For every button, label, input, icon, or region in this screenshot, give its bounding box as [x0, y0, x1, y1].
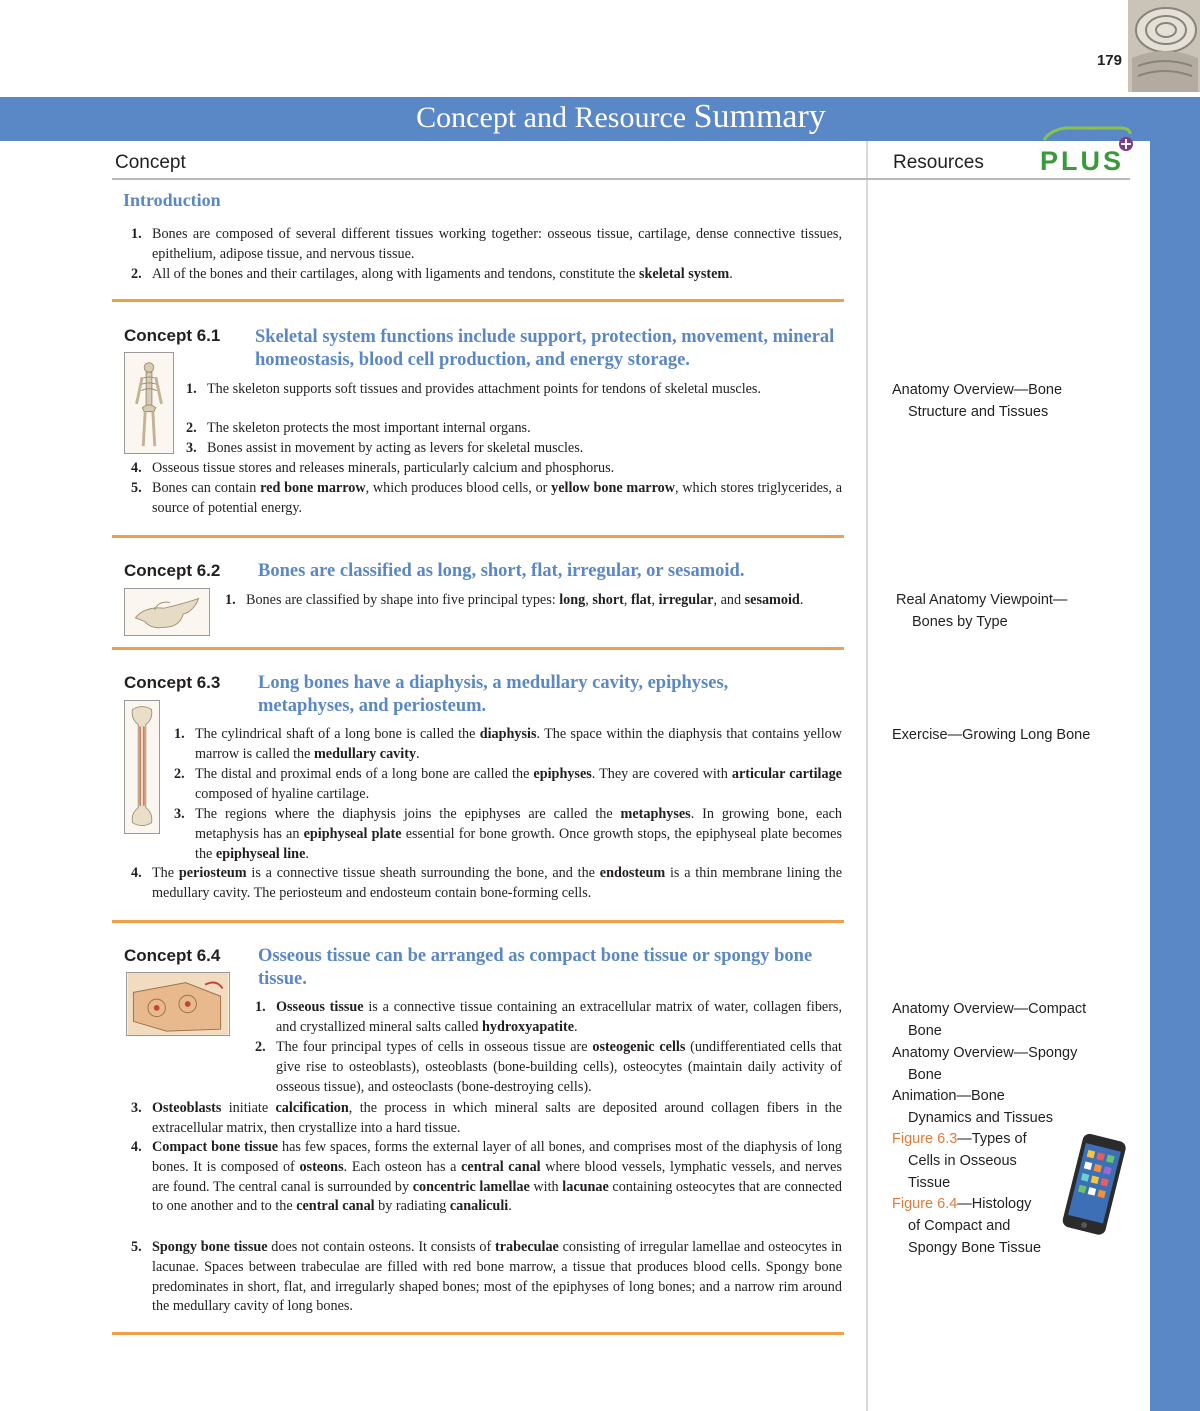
smartphone-icon	[1058, 1130, 1128, 1240]
right-margin-bar	[1150, 141, 1200, 1411]
resource-text: Bones by Type	[912, 614, 1008, 630]
item-text: .	[729, 266, 733, 282]
item-text: The	[152, 865, 179, 881]
item-text: (undifferentiated cells that give rise to osteoblasts), osteoblasts (bone-building cells), osteocytes (maintain daily activity of osseous tissue), and osteoclasts (bone-destroying cells).	[276, 1039, 842, 1095]
concept-6-1-title: Skeletal system functions include support, protection, movement, mineral homeostasis, blood cell production, and energy storage.	[255, 327, 835, 370]
item-text: The four principal types of cells in osseous tissue are	[276, 1039, 593, 1055]
item-number: 1.	[186, 381, 197, 397]
concept-6-1-item-1	[186, 380, 842, 400]
bold-term: lacunae	[562, 1178, 609, 1195]
item-number: 3.	[174, 806, 185, 822]
bold-term: trabeculae	[495, 1239, 559, 1255]
introduction-heading: Introduction	[123, 190, 221, 210]
item-text: , the process in which mineral salts are deposited around collagen fibers in the extracellular matrix, then crystallize into a hard tissue.	[152, 1100, 842, 1136]
concept-6-4-item-4	[131, 1138, 843, 1217]
resource-text: Animation—Bone	[892, 1088, 1005, 1104]
item-text: Bones are classified by shape into five principal types:	[246, 592, 560, 608]
bold-term: calcification	[275, 1100, 349, 1116]
resource-text: Cells in Osseous	[908, 1153, 1017, 1169]
bold-term: endosteum	[599, 865, 666, 881]
item-text: The distal and proximal ends of a long bone are called the	[195, 766, 534, 782]
bold-term: hydroxyapatite	[482, 1018, 574, 1035]
bold-term: concentric lamellae	[412, 1178, 530, 1195]
resource-text: Bone	[908, 1067, 942, 1083]
page-title	[0, 98, 1200, 136]
item-text: The cylindrical shaft of a long bone is called the	[195, 726, 480, 742]
figure-link[interactable]: Figure 6.3	[892, 1131, 958, 1147]
page-title-part1: Concept and Resource	[416, 101, 687, 134]
concept-6-1-label: Concept 6.1	[124, 326, 221, 345]
item-number: 2.	[255, 1039, 266, 1055]
item-text: . In growing bone, each metaphysis has an	[195, 806, 843, 842]
bold-term: short	[592, 592, 624, 608]
item-text: essential for bone growth. Once growth stops, the epiphyseal plate becomes the	[195, 825, 842, 862]
resource-link-growing-long-bone[interactable]	[892, 724, 1090, 746]
bold-term: metaphyses	[620, 806, 691, 822]
item-text: Bones are composed of several different tissues working together: osseous tissue, cartilage, dense connective tissues, epithelium, adipose tissue, and nervous tissue.	[152, 226, 842, 262]
resource-text: of Compact and	[908, 1218, 1011, 1234]
bold-term: red bone marrow	[260, 480, 366, 496]
item-text: where blood vessels, lymphatic vessels, and nerves are found. The central canal is surrounded by	[152, 1158, 842, 1195]
bold-term: Compact bone tissue	[152, 1139, 279, 1155]
page-title-part2: Summary	[693, 98, 826, 135]
concept-6-2-label: Concept 6.2	[124, 561, 221, 580]
item-number: 4.	[131, 460, 142, 476]
item-text: by radiating	[374, 1198, 450, 1215]
item-text: .	[574, 1018, 578, 1035]
section-rule	[112, 535, 844, 538]
concept-6-4-item-3	[131, 1099, 842, 1139]
concept-6-3-item-3	[174, 805, 843, 864]
item-text: The skeleton protects the most important internal organs.	[207, 420, 531, 436]
concept-6-1-item-5	[131, 479, 842, 519]
item-text: has few spaces, forms the external layer of all bones, and comprises most of the diaphysis of long bones. It is composed of	[152, 1139, 843, 1175]
item-number: 5.	[131, 480, 142, 496]
resource-text: Real Anatomy Viewpoint—	[896, 592, 1068, 608]
item-text: Bones can contain	[152, 480, 261, 496]
section-rule	[112, 647, 844, 650]
item-text: Bones assist in movement by acting as levers for skeletal muscles.	[207, 440, 584, 456]
resource-link-figure-6-3[interactable]	[892, 1128, 1027, 1194]
concept-6-2-title: Bones are classified as long, short, flat, irregular, or sesamoid.	[258, 561, 745, 581]
figure-link[interactable]: Figure 6.4	[892, 1196, 958, 1212]
bold-term: central canal	[461, 1158, 541, 1175]
item-text: is a thin membrane lining the medullary cavity. The periosteum and endosteum contain bone-forming cells.	[152, 865, 842, 901]
concept-6-4-label: Concept 6.4	[124, 946, 221, 965]
item-text: .	[305, 845, 309, 862]
bold-term: yellow bone marrow	[551, 480, 675, 496]
wileyplus-logo	[1030, 124, 1134, 176]
item-text: .	[508, 1198, 512, 1215]
item-number: 1.	[255, 999, 266, 1015]
concept-6-3-label: Concept 6.3	[124, 673, 221, 692]
bold-term: articular cartilage	[731, 766, 842, 782]
item-text: composed of hyaline cartilage.	[195, 785, 370, 802]
bold-term: skeletal system	[639, 266, 730, 282]
bold-term: irregular	[658, 592, 714, 608]
intro-item-1	[131, 225, 842, 265]
item-text: does not contain osteons. It consists of	[267, 1239, 496, 1255]
resource-text: Tissue	[908, 1175, 951, 1191]
concept-6-4-item-5	[131, 1238, 842, 1317]
resource-text: Spongy Bone Tissue	[908, 1240, 1042, 1256]
concept-6-1-item-2	[186, 419, 842, 439]
bold-term: medullary cavity	[313, 745, 417, 762]
resource-link-spongy-bone[interactable]	[892, 1042, 1077, 1086]
item-text: ,	[585, 592, 593, 608]
resource-link-figure-6-4[interactable]	[892, 1193, 1041, 1259]
item-text: The skeleton supports soft tissues and provides attachment points for tendons of skeletal muscles.	[207, 381, 761, 397]
resource-link-bone-structure[interactable]	[892, 379, 1062, 423]
resource-link-bones-by-type[interactable]	[896, 589, 1067, 633]
bold-term: diaphysis	[479, 726, 537, 742]
item-text: , which produces blood cells, or	[365, 480, 552, 496]
bold-term: canaliculi	[449, 1198, 509, 1215]
item-number: 4.	[131, 1139, 142, 1155]
bold-term: central canal	[296, 1198, 375, 1215]
resource-text: —Histology	[957, 1196, 1032, 1212]
item-text: , which stores triglycerides, a source of potential energy.	[152, 480, 842, 516]
concept-6-3-title: Long bones have a diaphysis, a medullary cavity, epiphyses, metaphyses, and periosteum.	[258, 673, 729, 716]
resource-text: Structure and Tissues	[908, 404, 1049, 420]
item-number: 1.	[225, 592, 236, 608]
item-text: .	[416, 745, 420, 762]
vertebra-thumbnail	[124, 588, 210, 636]
item-number: 4.	[131, 865, 142, 881]
item-text: ,	[623, 592, 631, 608]
concept-column-header: Concept	[115, 152, 186, 173]
intro-item-2	[131, 265, 842, 285]
item-number: 2.	[186, 420, 197, 436]
column-divider	[866, 141, 868, 1411]
item-text: consisting of irregular lamellae and osteocytes in lacunae. Spaces between trabeculae are filled with red bone marrow, a tissue that produces blood cells. Spongy bone predominates in short, flat, and irregularly shaped bones; most of the epiphyses of long bones; and a narrow rim around the medullary cavity of long bones.	[152, 1239, 842, 1315]
bold-term: osteons	[299, 1158, 344, 1175]
bold-term: flat	[630, 592, 652, 608]
section-rule	[112, 920, 844, 923]
item-text: . Each osteon has a	[343, 1158, 462, 1175]
item-text: containing osteocytes that are connected to one another and to the	[152, 1178, 842, 1215]
resource-text: Exercise—Growing Long Bone	[892, 727, 1091, 743]
page-number: 179	[1096, 52, 1122, 69]
section-rule	[112, 1332, 844, 1335]
item-text: .	[799, 592, 804, 608]
item-text: initiate	[221, 1100, 276, 1116]
item-text: Osseous tissue stores and releases minerals, particularly calcium and phosphorus.	[152, 460, 615, 476]
resource-text: Anatomy Overview—Bone	[892, 382, 1063, 398]
bold-term: epiphyseal line	[215, 845, 306, 862]
bold-term: epiphyseal plate	[303, 825, 402, 842]
concept-6-3-item-4	[131, 864, 842, 904]
item-text: is a connective tissue containing an extracellular matrix of water, collagen fibers, and crystallized mineral salts called	[276, 999, 843, 1035]
section-rule	[112, 299, 844, 302]
resource-text: Anatomy Overview—Spongy	[892, 1045, 1078, 1061]
resource-text: Anatomy Overview—Compact	[892, 1001, 1087, 1017]
osseous-tissue-thumbnail	[126, 972, 230, 1036]
concept-6-2-item-1	[225, 591, 842, 611]
item-text: with	[529, 1178, 563, 1195]
concept-6-4-item-2	[255, 1038, 842, 1097]
concept-6-3-item-2	[174, 765, 842, 805]
item-number: 3.	[131, 1100, 142, 1116]
bold-term: Osseous tissue	[276, 999, 364, 1015]
item-number: 5.	[131, 1239, 142, 1255]
resources-column-header: Resources	[893, 152, 984, 173]
item-number: 2.	[174, 766, 185, 782]
skeleton-thumbnail	[124, 352, 174, 454]
concept-6-3-item-1	[174, 725, 842, 765]
bold-term: osteogenic cells	[592, 1039, 686, 1055]
resource-link-compact-bone[interactable]	[892, 998, 1086, 1042]
bold-term: Osteoblasts	[152, 1100, 222, 1116]
item-number: 2.	[131, 266, 142, 282]
item-text: , and	[713, 592, 745, 608]
resource-text: —Types of	[957, 1131, 1027, 1147]
item-text: ,	[651, 592, 659, 608]
item-text: The regions where the diaphysis joins the epiphyses are called the	[195, 806, 621, 822]
concept-6-1-item-4	[131, 459, 842, 479]
bold-term: long	[559, 592, 586, 608]
item-number: 1.	[131, 226, 142, 242]
bold-term: sesamoid	[744, 592, 800, 608]
item-number: 3.	[186, 440, 197, 456]
wiley-logo-product: PLUS	[1040, 146, 1125, 176]
bold-term: periosteum	[178, 865, 247, 881]
concept-6-1-item-3	[186, 439, 842, 459]
item-text: All of the bones and their cartilages, along with ligaments and tendons, constitute the	[152, 266, 639, 282]
wiley-logo-brand: WILEY	[1060, 132, 1095, 144]
item-text: . The space within the diaphysis that contains yellow marrow is called the	[195, 726, 842, 762]
long-bone-thumbnail	[124, 700, 160, 834]
item-number: 1.	[174, 726, 185, 742]
item-text: is a connective tissue sheath surrounding the bone, and the	[246, 865, 600, 881]
bold-term: epiphyses	[533, 766, 592, 782]
concept-6-4-title: Osseous tissue can be arranged as compact bone tissue or spongy bone tissue.	[258, 946, 813, 989]
bold-term: Spongy bone tissue	[152, 1239, 268, 1255]
concept-6-4-item-1	[255, 998, 843, 1038]
item-text: . They are covered with	[591, 766, 732, 782]
resource-text: Bone	[908, 1023, 942, 1039]
resource-link-bone-dynamics[interactable]	[892, 1085, 1053, 1129]
resource-text: Dynamics and Tissues	[908, 1110, 1054, 1126]
header-rule	[112, 178, 1130, 180]
osteon-corner-image	[1128, 0, 1200, 92]
